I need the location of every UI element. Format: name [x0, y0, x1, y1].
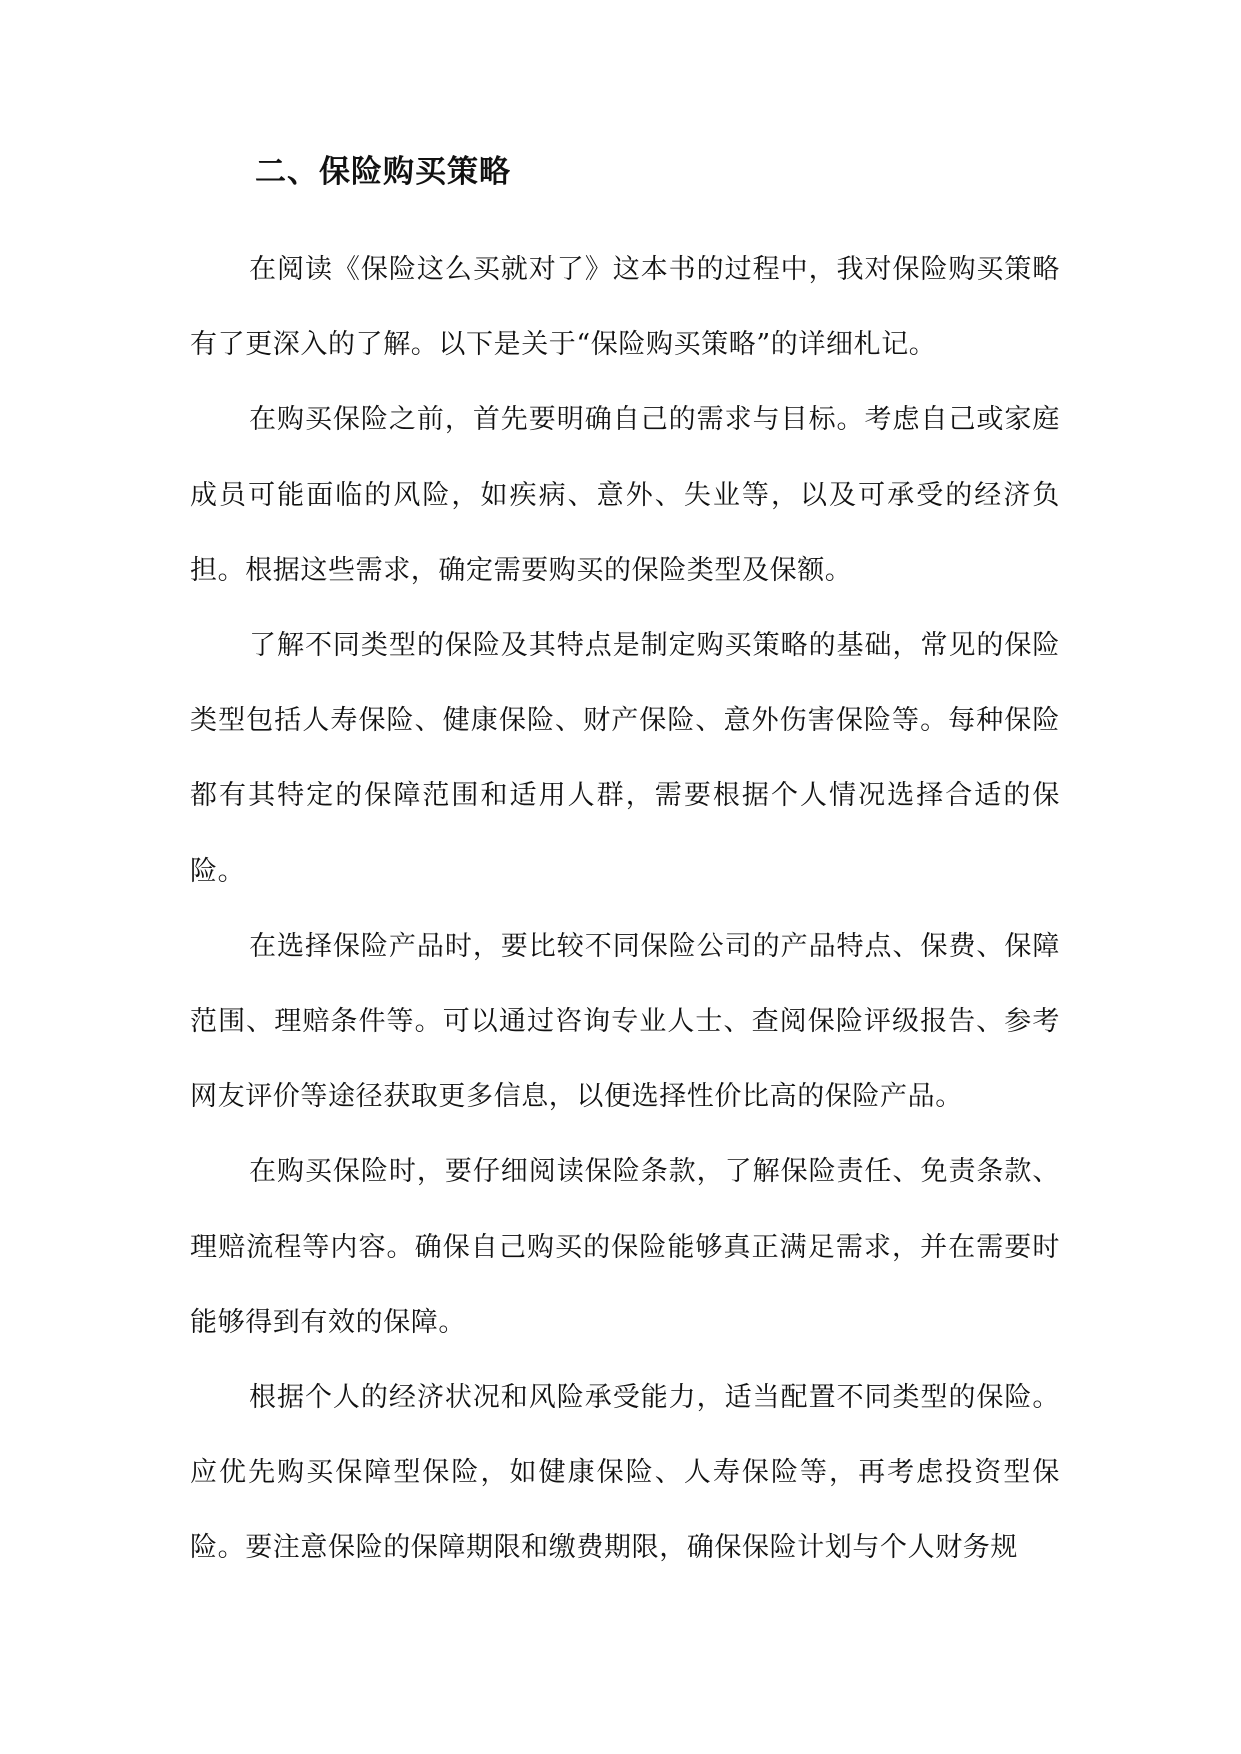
paragraph-compare: 在选择保险产品时，要比较不同保险公司的产品特点、保费、保障范围、理赔条件等。可以通过咨询专业人士、查阅保险评级报告、参考网友评价等途径获取更多信息，以便选择性价比高的保险产品。: [190, 930, 1060, 1113]
paragraph-intro: 在阅读《保险这么买就对了》这本书的过程中，我对保险购买策略有了更深入的了解。以下是关于“保险购买策略”的详细札记。: [190, 254, 1060, 361]
paragraph-terms: 在购买保险时，要仔细阅读保险条款，了解保险责任、免责条款、理赔流程等内容。确保自己购买的保险能够真正满足需求，并在需要时能够得到有效的保障。: [190, 1156, 1060, 1338]
paragraph-allocation: 根据个人的经济状况和风险承受能力，适当配置不同类型的保险。应优先购买保障型保险，如健康保险、人寿保险等，再考虑投资型保险。要注意保险的保障期限和缴费期限，确保保险计划与个人财务规: [190, 1382, 1060, 1564]
paragraph-types: 了解不同类型的保险及其特点是制定购买策略的基础，常见的保险类型包括人寿保险、健康保险、财产保险、意外伤害保险等。每种保险都有其特定的保障范围和适用人群，需要根据个人情况选择合适的保险。: [190, 630, 1060, 887]
paragraph-needs: 在购买保险之前，首先要明确自己的需求与目标。考虑自己或家庭成员可能面临的风险，如疾病、意外、失业等，以及可承受的经济负担。根据这些需求，确定需要购买的保险类型及保额。: [190, 404, 1060, 586]
document-body: [190, 232, 1060, 1586]
section-heading: 二、保险购买策略: [255, 154, 511, 190]
